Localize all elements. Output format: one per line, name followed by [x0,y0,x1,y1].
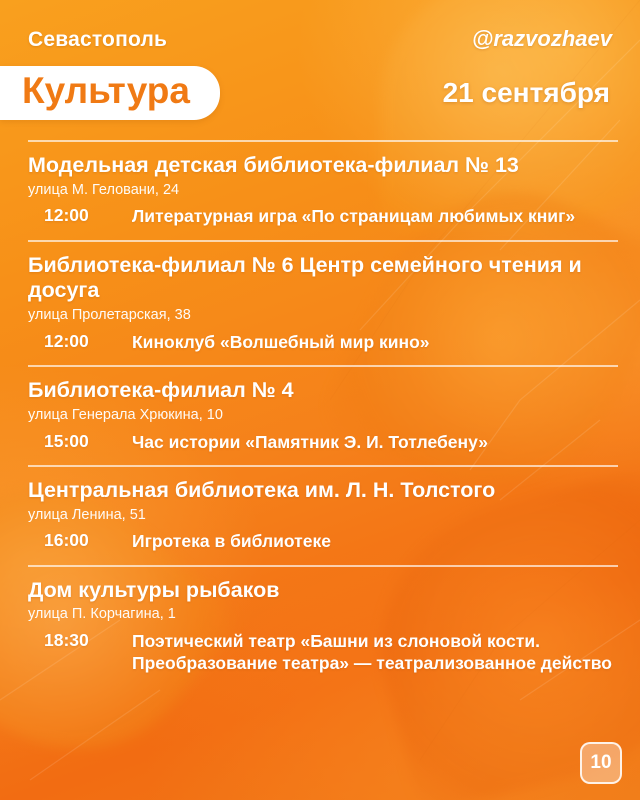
page-number-badge: 10 [580,742,622,784]
events-list [0,140,640,687]
event-title: Поэтический театр «Башни из слоновой кости. Преобразование театра» — театрализованное действо [132,631,612,674]
event-address: улица П. Корчагина, 1 [28,606,176,623]
event-session [28,530,618,552]
event-title: Литературная игра «По страницам любимых книг» [132,206,576,227]
social-handle: @razvozhaev [471,26,612,51]
poster-header [0,0,640,120]
event-session [28,331,618,353]
event-item [28,467,618,565]
event-venue: Библиотека-филиал № 4 [28,378,294,403]
event-venue: Центральная библиотека им. Л. Н. Толстого [28,477,496,502]
event-time: 16:00 [44,530,89,551]
header-top-row [28,26,612,52]
event-item [28,242,618,366]
event-time: 18:30 [44,630,89,650]
header-second-row [22,66,612,120]
city-name: Севастополь [28,28,168,51]
event-session [28,630,618,675]
event-title: Час истории «Памятник Э. И. Тотлебену» [132,431,488,452]
event-session [28,431,618,453]
event-time: 12:00 [44,205,89,226]
event-venue: Модельная детская библиотека-филиал № 13 [28,152,519,177]
event-title: Игротека в библиотеке [132,531,331,552]
event-time: 15:00 [44,430,89,451]
event-title: Киноклуб «Волшебный мир кино» [132,331,430,352]
event-venue: Библиотека-филиал № 6 Центр семейного чтения и досуга [28,252,582,303]
section-title: Культура [0,66,220,120]
event-address: улица Генерала Хрюкина, 10 [28,406,223,423]
event-address: улица Пролетарская, 38 [28,307,191,324]
event-item [28,367,618,465]
event-session [28,205,618,227]
event-address: улица Ленина, 51 [28,506,146,523]
event-item [28,142,618,240]
date-label: 21 сентября [442,76,610,108]
event-address: улица М. Геловани, 24 [28,181,180,198]
event-item [28,567,618,687]
event-time: 12:00 [44,330,89,351]
event-venue: Дом культуры рыбаков [28,577,280,602]
